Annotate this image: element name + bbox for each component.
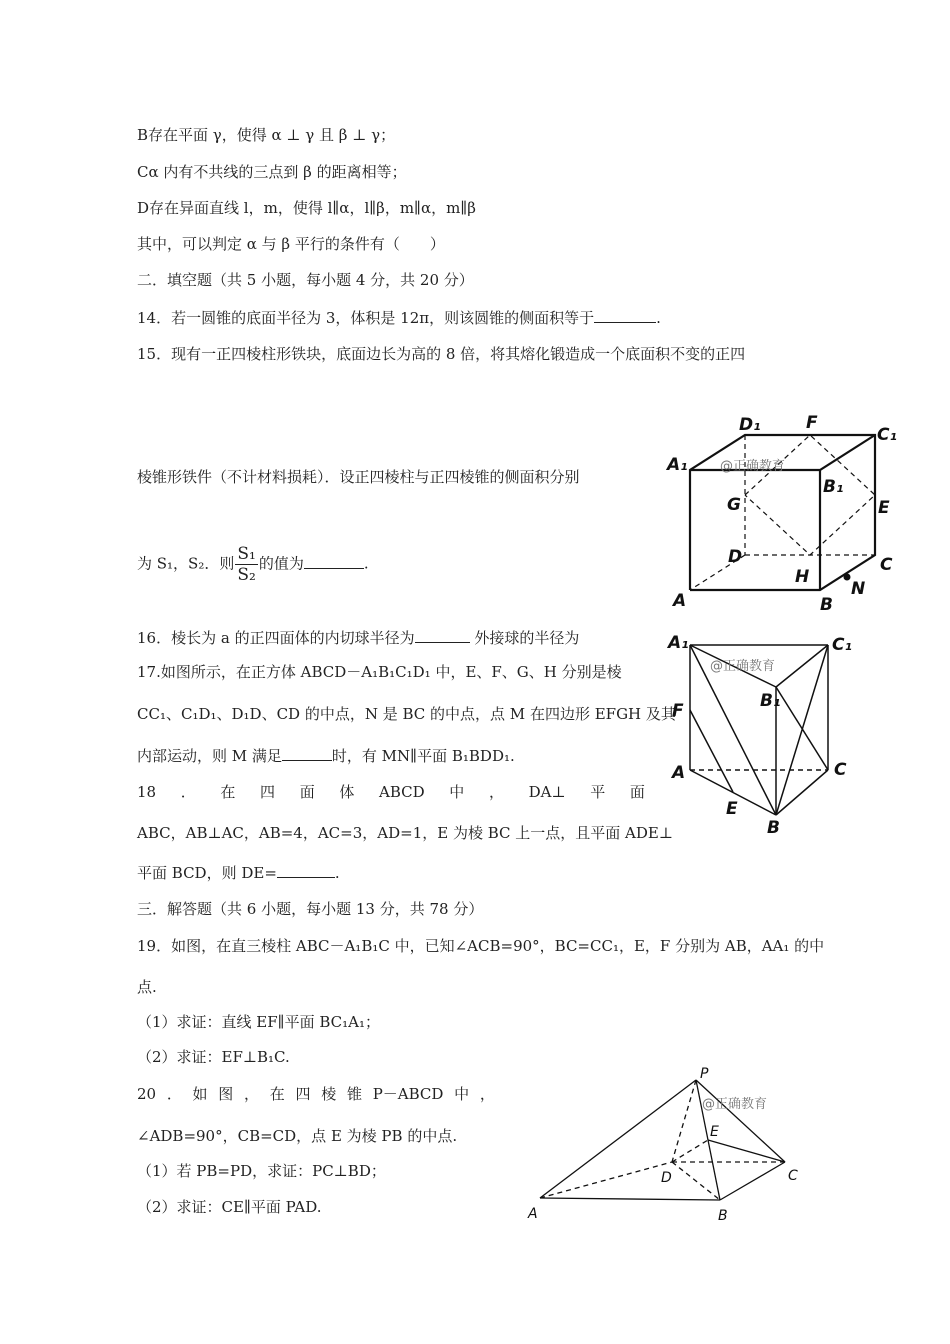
cube-label-d: D [728, 547, 743, 567]
q16-text-2: 外接球的半径为 [469, 629, 580, 647]
q15-fraction [235, 544, 257, 585]
prism-label-b1: B₁ [760, 691, 781, 711]
cube-label-b: B [820, 595, 833, 615]
q18-line-2: ABC，AB⊥AC，AB=4，AC=3，AD=1，E 为棱 BC 上一点，且平面 ADE⊥ [137, 824, 673, 842]
q17-line-2: CC₁、C₁D₁、D₁D、CD 的中点，N 是 BC 的中点，点 M 在四边形 EFGH 及其 [137, 705, 676, 723]
cube-label-b1: B₁ [823, 477, 844, 497]
pyramid-edge-pa [540, 1080, 696, 1198]
q18-token: ABCD [379, 783, 425, 801]
pyramid-label-e: E [710, 1124, 719, 1140]
pyramid-label-p: P [700, 1066, 709, 1082]
q18-token: 中 [449, 783, 465, 801]
q18-token: ． [180, 783, 196, 801]
q20-part-2: （2）求证：CE∥平面 PAD. [137, 1198, 322, 1216]
q18-token: 体 [339, 783, 355, 801]
q15-frac-den: S₂ [237, 565, 256, 585]
pyramid-edge-db [672, 1162, 720, 1200]
q20-token: ， [479, 1085, 495, 1103]
cube-watermark: @正确教育 [720, 459, 786, 474]
prism-label-c1: C₁ [832, 635, 852, 655]
q20-token: 锥 [346, 1085, 362, 1103]
q18-text: 平面 BCD，则 DE= [137, 864, 277, 882]
cube-point-n [844, 574, 851, 581]
q17-line-3 [137, 745, 515, 766]
pyramid-edge-pd [672, 1080, 696, 1162]
pyramid-label-a: A [528, 1206, 538, 1222]
q20-token: 图 [218, 1085, 234, 1103]
cube-quad-efgh [745, 435, 875, 555]
prism-segment-c1b [776, 645, 828, 815]
q20-token: P－ABCD [372, 1085, 444, 1103]
prism-figure [666, 630, 866, 840]
q16-blank [415, 627, 470, 643]
q20-token: 20 [137, 1085, 157, 1103]
cube-label-f: F [806, 413, 818, 433]
q19-line-1: 19．如图，在直三棱柱 ABC－A₁B₁C 中，已知∠ACB=90°，BC=CC₁，E，F 分别为 AB，AA₁ 的中 [137, 937, 825, 955]
q18-token: 面 [629, 783, 645, 801]
pyramid-edge-ab [540, 1198, 720, 1200]
q17-text: 内部运动，则 M 满足 [137, 747, 282, 765]
prism-edge-b1c1 [776, 645, 828, 687]
q18-line-1 [137, 782, 645, 802]
q13-option-b: B存在平面 γ，使得 α ⊥ γ 且 β ⊥ γ； [137, 126, 396, 144]
q19-part-1: （1）求证：直线 EF∥平面 BC₁A₁； [137, 1013, 381, 1031]
cube-label-c: C [880, 555, 893, 575]
q17-line-1: 17.如图所示，在正方体 ABCD－A₁B₁C₁D₁ 中，E、F、G、H 分别是棱 [137, 663, 622, 681]
prism-label-b: B [767, 818, 780, 838]
q18-token: 四 [260, 783, 276, 801]
q13-option-c: Cα 内有不共线的三点到 β 的距离相等； [137, 163, 407, 181]
prism-label-e: E [726, 799, 738, 819]
q15-line-1: 15．现有一正四棱柱形铁块，底面边长为高的 8 倍，将其熔化锻造成一个底面积不变的正四 [137, 345, 746, 363]
prism-label-c: C [834, 760, 847, 780]
cube-label-e: E [878, 498, 890, 518]
cube-label-a: A [673, 591, 687, 611]
cube-label-g: G [727, 495, 741, 515]
section-3-heading: 三．解答题（共 6 小题，每小题 13 分，共 78 分） [137, 900, 484, 918]
cube-label-n: N [851, 579, 866, 599]
q18-token: 面 [299, 783, 315, 801]
pyramid-watermark: @正确教育 [702, 1097, 768, 1112]
q15-text-2: 的值为 [258, 554, 304, 573]
q20-token: ， [244, 1085, 260, 1103]
prism-watermark: @正确教育 [710, 659, 776, 674]
q20-token: 在 [269, 1085, 285, 1103]
cube-label-c1: C₁ [877, 425, 897, 445]
q16 [137, 627, 579, 648]
q20-token: 四 [295, 1085, 311, 1103]
q16-text: 16．棱长为 a 的正四面体的内切球半径为 [137, 629, 415, 647]
q18-token: DA⊥ [528, 783, 566, 801]
q19-line-2: 点. [137, 978, 157, 996]
pyramid-label-d: D [661, 1170, 672, 1186]
q20-part-1: （1）若 PB=PD，求证：PC⊥BD； [137, 1162, 386, 1180]
q14 [137, 307, 661, 328]
prism-label-a: A [672, 763, 686, 783]
prism-label-a1: A₁ [668, 633, 689, 653]
cube-label-d1: D₁ [739, 415, 761, 435]
q14-text: 14．若一圆锥的底面半径为 3，体积是 12π，则该圆锥的侧面积等于 [137, 309, 595, 327]
prism-edge-bc [776, 770, 828, 815]
section-2-heading: 二．填空题（共 5 小题，每小题 4 分，共 20 分） [137, 271, 474, 289]
cube-figure [665, 410, 905, 615]
prism-segment-ef [690, 710, 733, 792]
q15-line-2: 棱锥形铁件（不计材料损耗）．设正四棱柱与正四棱锥的侧面积分别 [137, 468, 580, 486]
q17-blank [282, 745, 332, 761]
q15-text: 为 S₁，S₂．则 [137, 554, 235, 573]
q18-line-3 [137, 862, 340, 883]
q20-token: ． [166, 1085, 182, 1103]
q20-line-1 [137, 1084, 495, 1104]
q14-blank [594, 307, 656, 323]
cube-label-a1: A₁ [667, 455, 688, 475]
q20-token: 如 [192, 1085, 208, 1103]
pyramid-edge-bc [720, 1162, 785, 1200]
q15-end: . [363, 554, 369, 573]
pyramid-label-b: B [718, 1208, 728, 1224]
q18-token: 平 [590, 783, 606, 801]
pyramid-figure [520, 1060, 810, 1225]
pyramid-edge-ad [540, 1162, 672, 1198]
q18-token: 在 [220, 783, 236, 801]
q15-line-3 [137, 544, 369, 585]
q20-token: 棱 [321, 1085, 337, 1103]
q20-token: 中 [454, 1085, 470, 1103]
cube-label-h: H [795, 567, 810, 587]
q18-token: ， [488, 783, 504, 801]
q18-token: 18 [137, 783, 157, 801]
q15-blank [304, 553, 364, 569]
q17-text-2: 时，有 MN∥平面 B₁BDD₁. [331, 747, 515, 765]
q18-blank [277, 862, 335, 878]
pyramid-label-c: C [788, 1168, 798, 1184]
q13-option-d: D存在异面直线 l，m，使得 l∥α，l∥β，m∥α，m∥β [137, 199, 476, 217]
q15-frac-num: S₁ [237, 544, 256, 564]
q14-end: . [656, 309, 661, 327]
prism-label-f: F [672, 701, 684, 721]
q18-end: . [334, 864, 340, 882]
q13-stem: 其中，可以判定 α 与 β 平行的条件有（ ） [137, 235, 445, 253]
q20-line-2: ∠ADB=90°，CB=CD，点 E 为棱 PB 的中点. [137, 1127, 458, 1145]
q19-part-2: （2）求证：EF⊥B₁C. [137, 1048, 290, 1066]
